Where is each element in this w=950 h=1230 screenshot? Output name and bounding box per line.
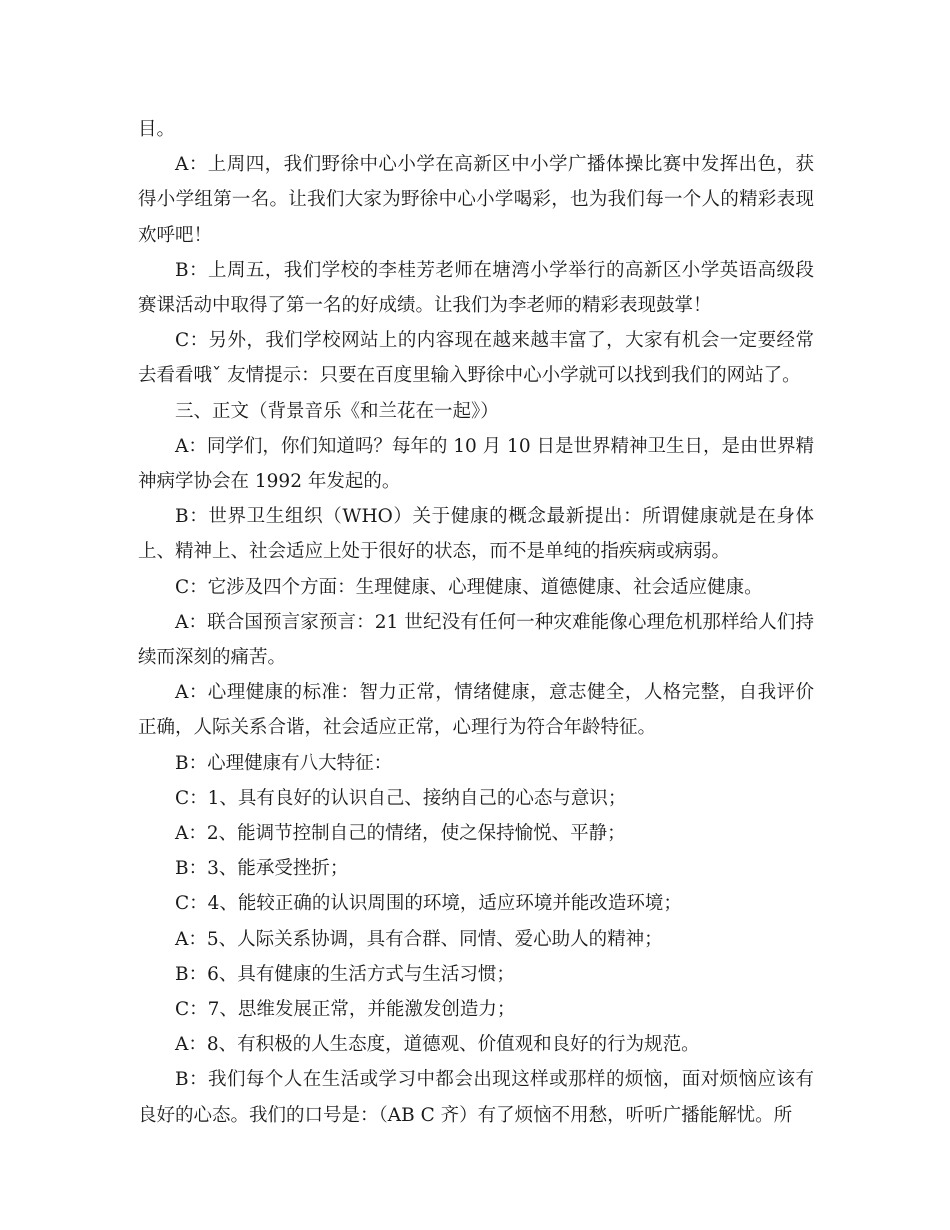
paragraph: A：上周四，我们野徐中心小学在高新区中小学广播体操比赛中发挥出色，获得小学组第一名。让我们大家为野徐中心小学喝彩，也为我们每一个人的精彩表现欢呼吧！ (138, 154, 814, 246)
section-heading: 三、正文（背景音乐《和兰花在一起》） (175, 400, 499, 422)
paragraph: A：同学们，你们知道吗？每年的 10 月 10 日是世界精神卫生日，是由世界精神病学协会在 1992 年发起的。 (138, 435, 814, 493)
list-item: B：3、能承受挫折； (175, 858, 349, 880)
list-item: C：4、能较正确的认识周围的环境，适应环境并能改造环境； (175, 893, 682, 915)
list-item: B：6、具有健康的生活方式与生活习惯； (175, 963, 515, 985)
paragraph: B：心理健康有八大特征： (175, 752, 393, 774)
paragraph: B：上周五，我们学校的李桂芳老师在塘湾小学举行的高新区小学英语高级段赛课活动中取得了第一名的好成绩。让我们为李老师的精彩表现鼓掌！ (138, 259, 814, 317)
paragraph: A：心理健康的标准：智力正常，情绪健康，意志健全，人格完整，自我评价正确，人际关系合谐，社会适应正常，心理行为符合年龄特征。 (138, 682, 814, 739)
list-item: C：1、具有良好的认识自己、接纳自己的心态与意识； (175, 787, 627, 809)
paragraph-continuation: 目。 (138, 119, 176, 140)
paragraph: A：联合国预言家预言：21 世纪没有任何一种灾难能像心理危机那样给人们持续而深刻的痛苦。 (138, 611, 814, 669)
list-item: A：8、有积极的人生态度，道德观、价值观和良好的行为规范。 (175, 1034, 700, 1056)
list-item: A：2、能调节控制自己的情绪，使之保持愉悦、平静； (175, 823, 626, 845)
paragraph: B：世界卫生组织（WHO）关于健康的概念最新提出：所谓健康就是在身体上、精神上、社会适应上处于很好的状态，而不是单纯的指疾病或病弱。 (138, 506, 814, 563)
paragraph: C：它涉及四个方面：生理健康、心理健康、道德健康、社会适应健康。 (175, 576, 763, 598)
list-item: A：5、人际关系协调，具有合群、同情、爱心助人的精神； (175, 928, 663, 950)
paragraph: B：我们每个人在生活或学习中都会出现这样或那样的烦恼，面对烦恼应该有良好的心态。我们的口号是：（AB C 齐）有了烦恼不用愁，听听广播能解忧。所 (138, 1069, 814, 1126)
document-body (138, 112, 814, 1133)
list-item: C：7、思维发展正常，并能激发创造力； (175, 999, 516, 1021)
paragraph: C：另外，我们学校网站上的内容现在越来越丰富了，大家有机会一定要经常去看看哦ˇ 友情提示：只要在百度里输入野徐中心小学就可以找到我们的网站了。 (138, 330, 814, 387)
